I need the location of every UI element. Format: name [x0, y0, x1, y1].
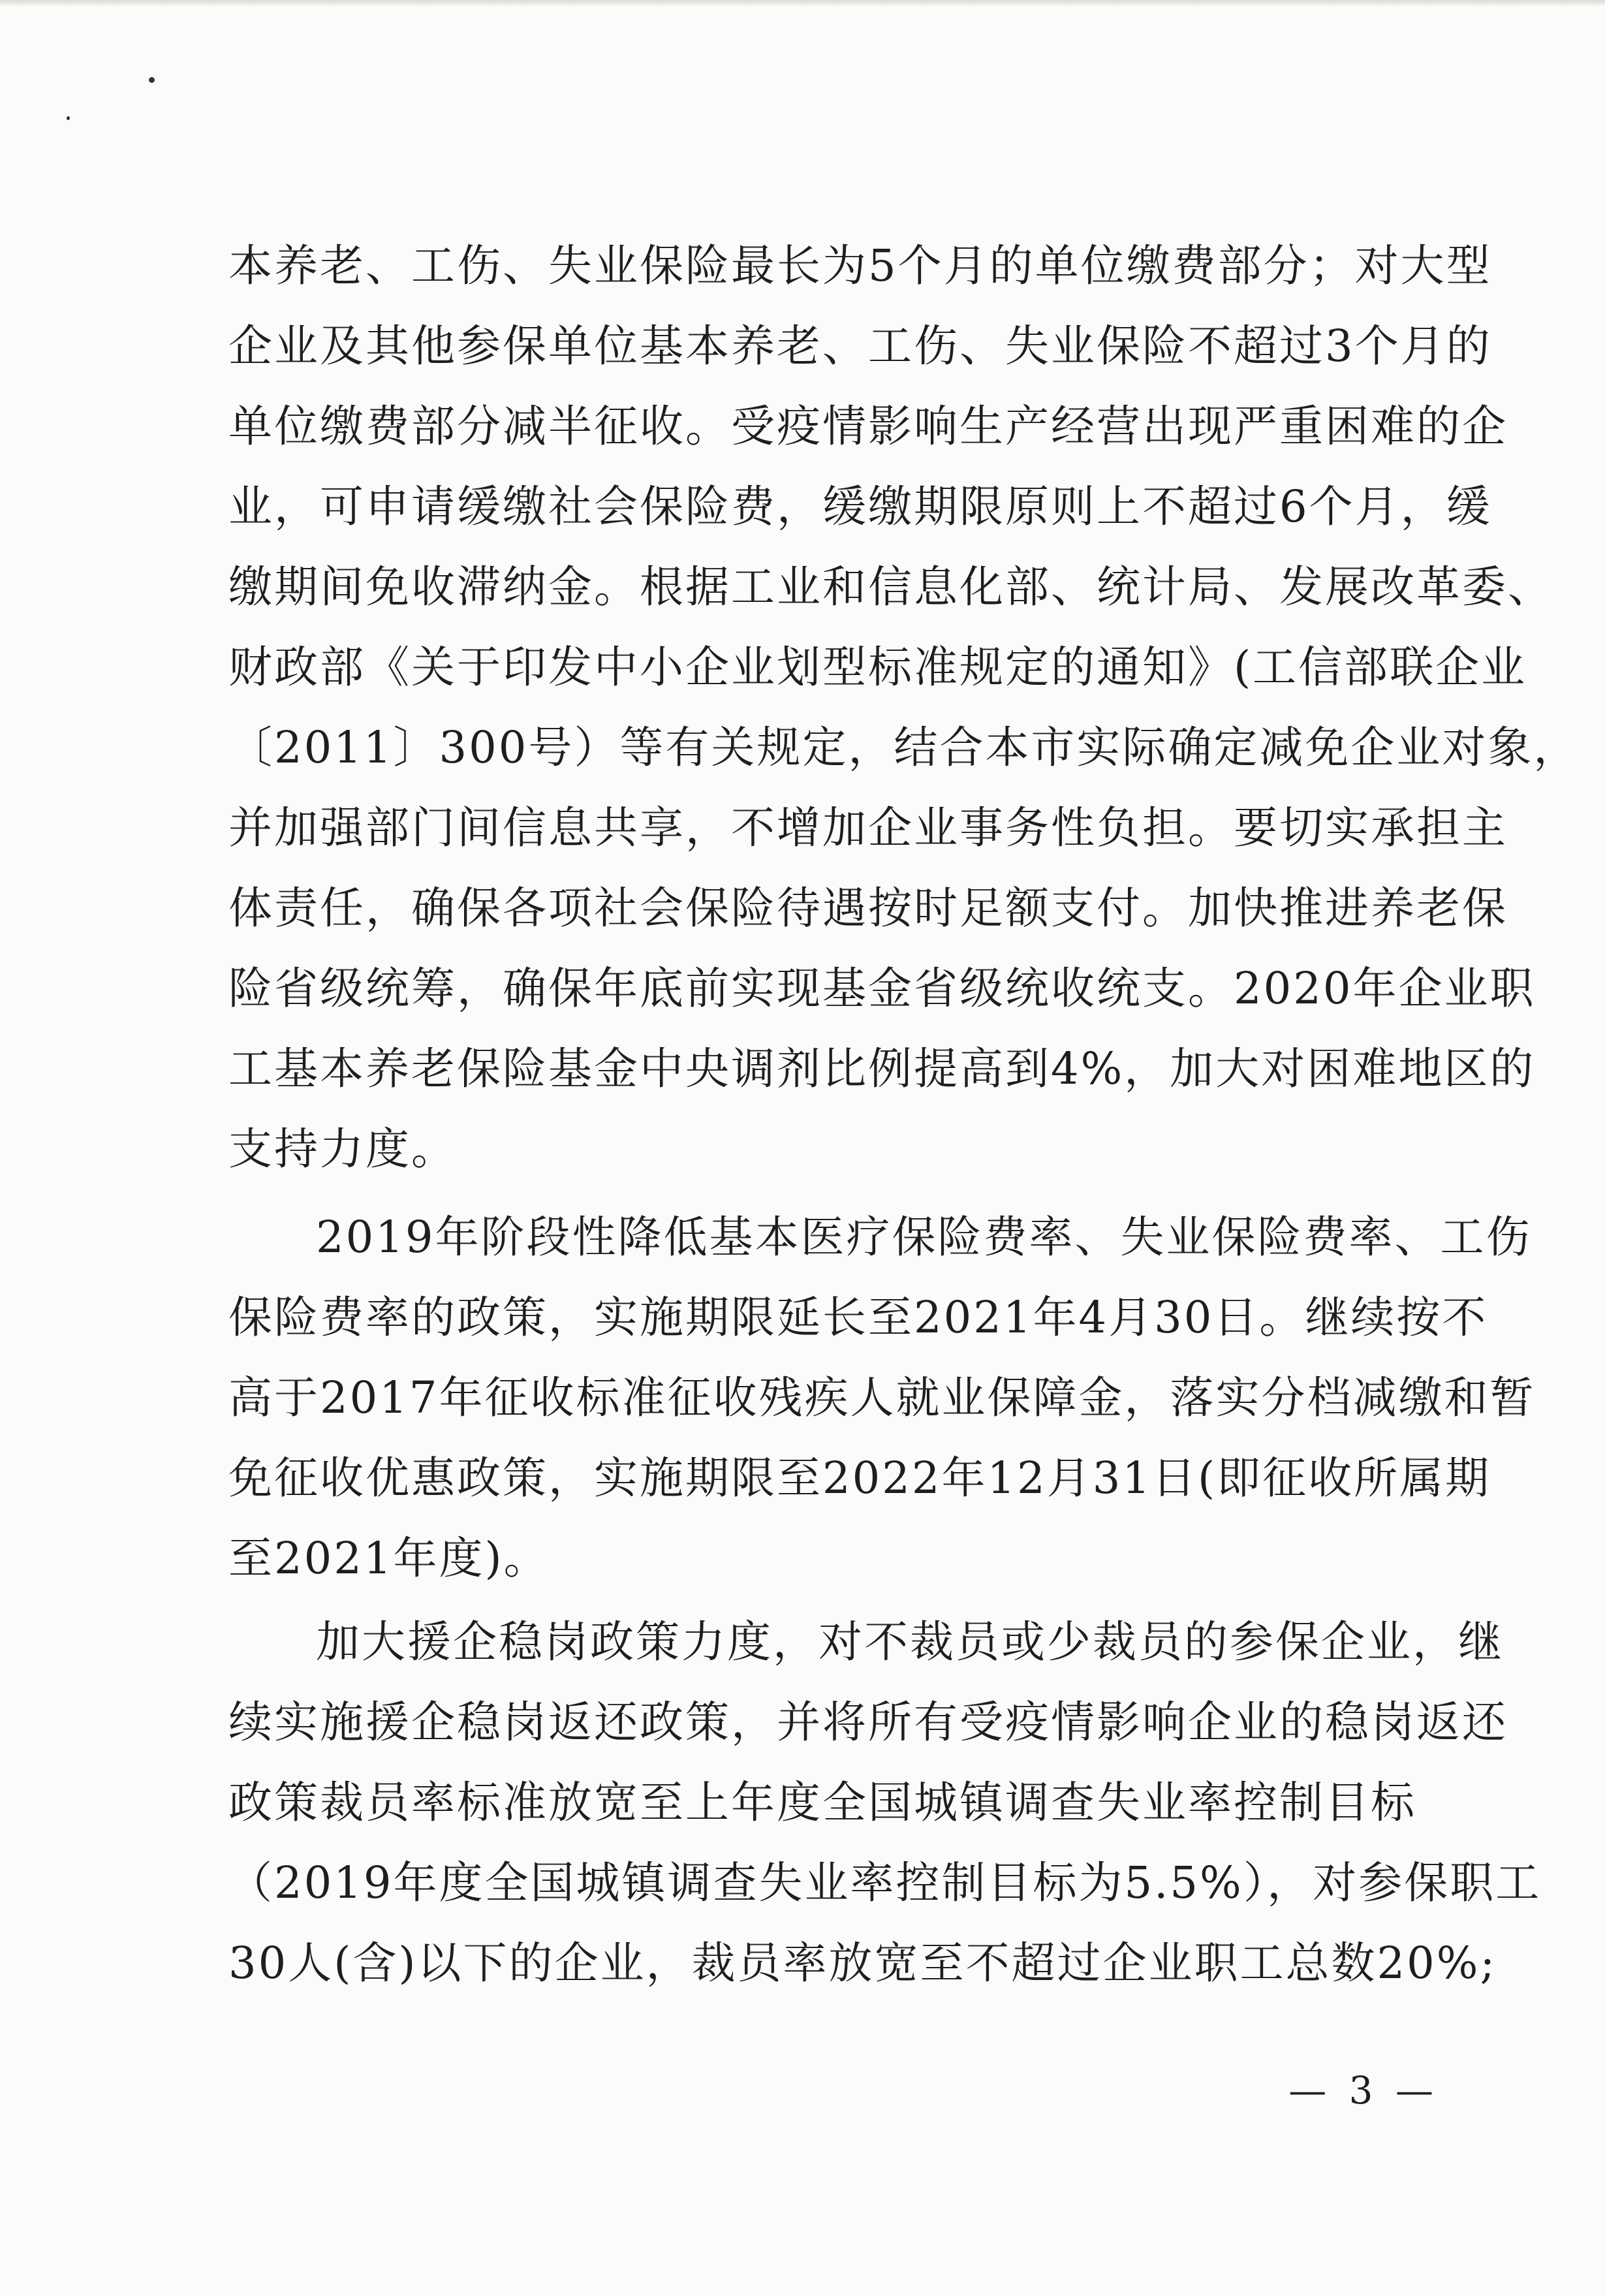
paragraph-3 [228, 1602, 1542, 2004]
scan-speck [149, 77, 155, 83]
text-line: 本养老、工伤、失业保险最长为5个月的单位缴费部分；对大型 [228, 240, 1492, 291]
text-line: 政策裁员率标准放宽至上年度全国城镇调查失业率控制目标 [228, 1777, 1416, 1828]
text-line: 工基本养老保险基金中央调剂比例提高到4%，加大对困难地区的 [228, 1043, 1536, 1094]
text-line: 险省级统筹，确保年底前实现基金省级统收统支。2020年企业职 [228, 963, 1536, 1014]
text-line: 〔2011〕300号）等有关规定，结合本市实际确定减免企业对象， [228, 722, 1580, 773]
paragraph-1 [228, 226, 1580, 1189]
text-line: 续实施援企稳岗返还政策，并将所有受疫情影响企业的稳岗返还 [228, 1697, 1508, 1748]
text-line: 业，可申请缓缴社会保险费，缓缴期限原则上不超过6个月，缓 [228, 481, 1492, 532]
text-line: （2019年度全国城镇调查失业率控制目标为5.5%），对参保职工 [228, 1857, 1542, 1908]
text-line: 并加强部门间信息共享，不增加企业事务性负担。要切实承担主 [228, 802, 1508, 853]
text-line: 2019年阶段性降低基本医疗保险费率、失业保险费率、工伤 [316, 1212, 1532, 1263]
text-line: 财政部《关于印发中小企业划型标准规定的通知》(工信部联企业 [228, 642, 1527, 693]
scan-speck [67, 116, 70, 120]
page-number: — 3 — [1288, 2068, 1439, 2113]
text-line: 缴期间免收滞纳金。根据工业和信息化部、统计局、发展改革委、 [228, 561, 1553, 612]
text-line: 至2021年度)。 [228, 1533, 550, 1584]
scan-top-edge [0, 0, 1605, 7]
paragraph-2 [228, 1197, 1536, 1599]
text-line: 30人(含)以下的企业，裁员率放宽至不超过企业职工总数20%; [228, 1938, 1497, 1989]
text-line: 企业及其他参保单位基本养老、工伤、失业保险不超过3个月的 [228, 321, 1492, 371]
text-line: 单位缴费部分减半征收。受疫情影响生产经营出现严重困难的企 [228, 401, 1508, 452]
text-line: 高于2017年征收标准征收残疾人就业保障金，落实分档减缴和暂 [228, 1372, 1536, 1423]
text-line: 保险费率的政策，实施期限延长至2021年4月30日。继续按不 [228, 1292, 1488, 1343]
text-line: 支持力度。 [228, 1124, 457, 1174]
text-line: 加大援企稳岗政策力度，对不裁员或少裁员的参保企业，继 [316, 1616, 1504, 1667]
text-line: 免征收优惠政策，实施期限至2022年12月31日(即征收所属期 [228, 1453, 1491, 1503]
text-line: 体责任，确保各项社会保险待遇按时足额支付。加快推进养老保 [228, 883, 1508, 934]
